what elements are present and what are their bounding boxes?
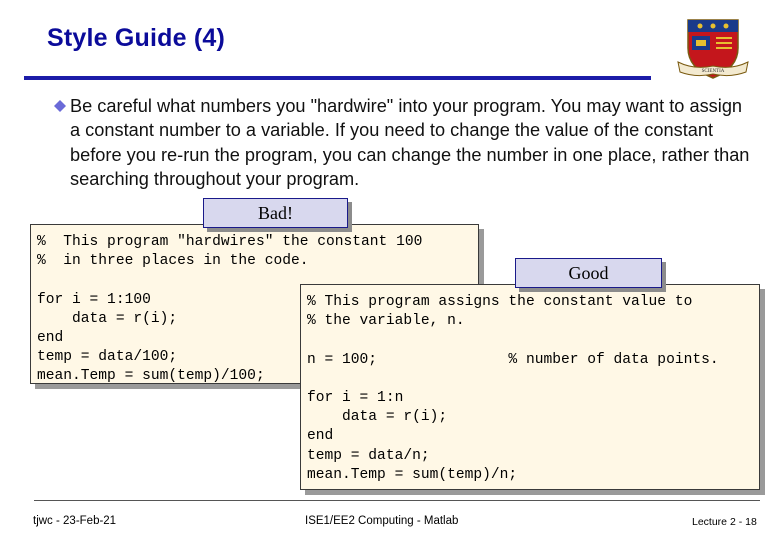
crest-motto: SCIENTIA <box>701 69 725 74</box>
footer-rule <box>34 500 760 501</box>
slide-title: Style Guide (4) <box>47 24 226 52</box>
diamond-bullet-icon <box>54 100 66 112</box>
good-label: Good <box>515 258 662 288</box>
college-crest-logo <box>674 18 752 80</box>
bad-label: Bad! <box>203 198 348 228</box>
title-underline <box>24 76 651 80</box>
bad-code-block: % This program "hardwires" the constant 100 % in three places in the code. for i = 1:100 data = r(i); end temp = data/100; mean.Temp = sum(temp)/100; <box>30 224 479 384</box>
bullet-text: Be careful what numbers you "hardwire" into your program. You may want to assign a constant number to a variable. If you need to change the value of the constant before you re-run the program, you can change the number in one place, rather than searching throughout your program. <box>70 96 750 190</box>
footer-author-date: tjwc - 23-Feb-21 <box>33 515 117 527</box>
footer-page-number: Lecture 2 - 18 <box>692 516 757 528</box>
footer-course: ISE1/EE2 Computing - Matlab <box>305 515 459 527</box>
good-code-block: % This program assigns the constant value to % the variable, n. n = 100; % number of data points. for i = 1:n data = r(i); end temp = data/n; mean.Temp = sum(temp)/n; <box>300 284 760 490</box>
